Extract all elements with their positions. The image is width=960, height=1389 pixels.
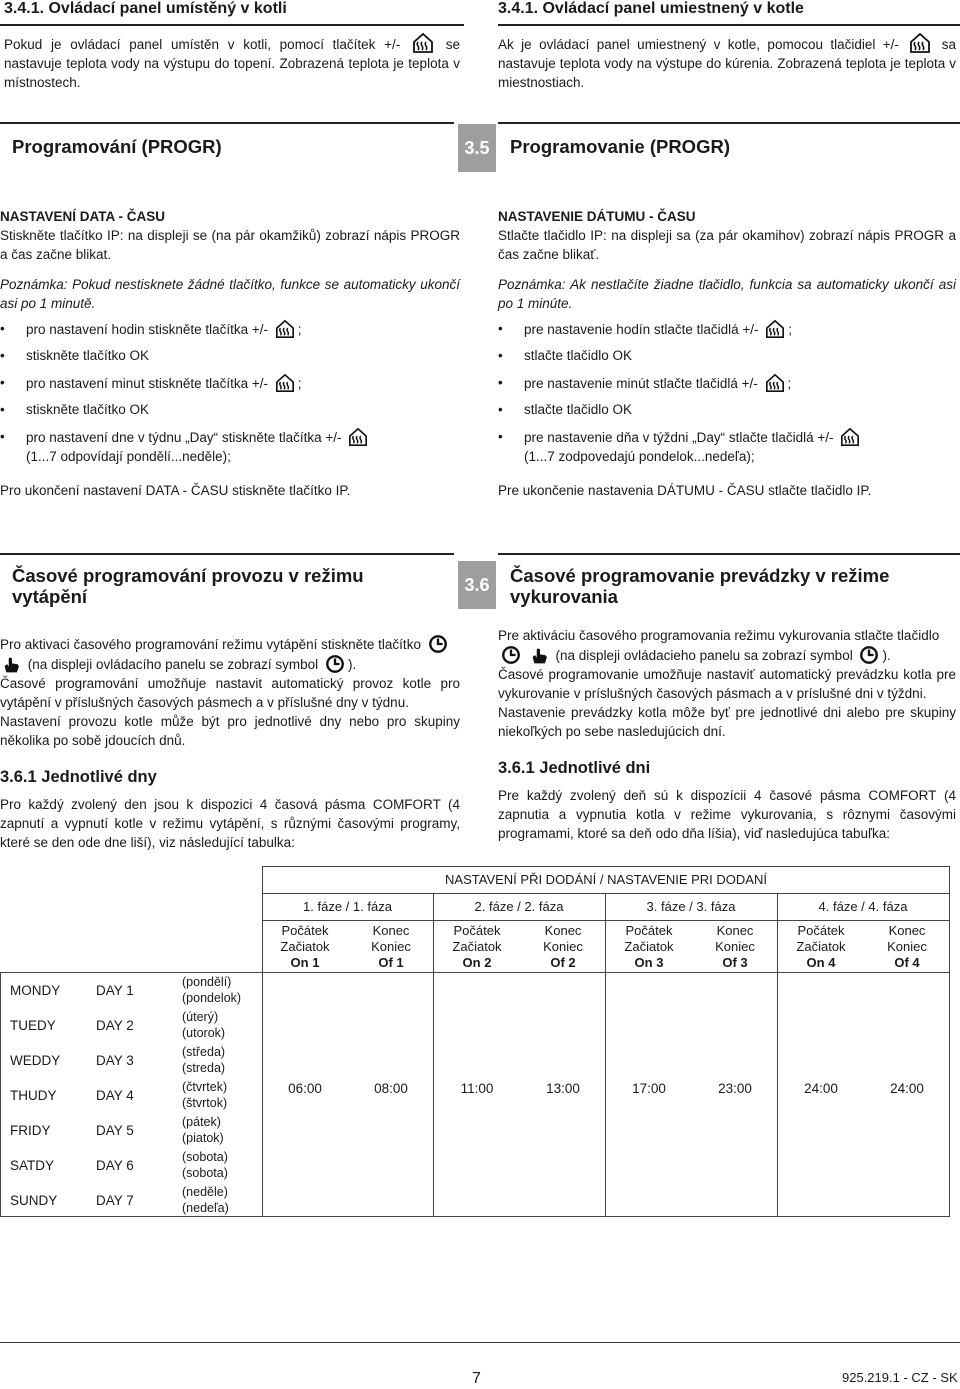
day-number: DAY 6 bbox=[96, 1158, 134, 1173]
time-of4: 24:00 bbox=[890, 1081, 924, 1096]
cz-setting-text: Stiskněte tlačítko IP: na displeji se (na pár okamžiků) zobrazí nápis PROGR a čas začne blikat. bbox=[0, 228, 460, 262]
phase-3: 3. fáze / 3. fáza bbox=[646, 899, 736, 914]
cz-bullet-3-text: pro nastavení minut stiskněte tlačítka +/- bbox=[26, 376, 272, 391]
cz-bullet-5-cont: (1...7 odpovídají pondělí...neděle); bbox=[26, 449, 231, 464]
hand-icon bbox=[3, 656, 21, 674]
sk-36-p1a: Pre aktiváciu časového programovania režimu vykurovania stlačte tlačidlo bbox=[498, 628, 940, 643]
day-name-sk: (utorok) bbox=[182, 1026, 226, 1040]
sk-341-text-part1: Ak je ovládací panel umiestnený v kotle, pomocou tlačidiel +/- bbox=[498, 37, 907, 52]
cz-36-p1 bbox=[0, 634, 460, 674]
col-head-cz: Konec bbox=[716, 923, 754, 938]
cz-36-body bbox=[0, 634, 460, 852]
sk-bullet-5: • pre nastavenie dňa v týždni „Day“ stlačte tlačidlá +/- (1...7 zodpovedajú pondelok...nedeľa); bbox=[498, 427, 956, 466]
sk-361-text: Pre každý zvolený deň sú k dispozícii 4 časové pásma COMFORT (4 zapnutia a vypnutia kotla v režime vykurovania, s rôznymi časovými programami, ktoré sa deň odo dňa líšia), viď nasledujúca tabuľka: bbox=[498, 788, 956, 841]
sk-end-text: Pre ukončenie nastavenia DÁTUMU - ČASU stlačte tlačidlo IP. bbox=[498, 483, 872, 498]
col-head-sk: Koniec bbox=[715, 939, 755, 954]
radiator-icon bbox=[909, 32, 931, 54]
table-line bbox=[262, 920, 950, 921]
col-head-sk: Začiatok bbox=[624, 939, 674, 954]
day-code: SUNDY bbox=[10, 1193, 58, 1208]
sk-bullet-4: • stlačte tlačidlo OK bbox=[498, 402, 633, 417]
sk-bullet-1-text: pre nastavenie hodín stlačte tlačidlá +/- bbox=[524, 322, 763, 337]
radiator-icon bbox=[840, 427, 860, 447]
day-code: THUDY bbox=[10, 1088, 57, 1103]
day-code: SATDY bbox=[10, 1158, 55, 1173]
col-head-on4 bbox=[778, 923, 864, 971]
col-head-cz: Počátek bbox=[625, 923, 673, 938]
col-head-of2 bbox=[520, 923, 606, 971]
day-code: WEDDY bbox=[10, 1053, 61, 1068]
sk-35-body bbox=[498, 207, 956, 500]
cz-36-p1a: Pro aktivaci časového programování režimu vytápění stiskněte tlačítko bbox=[0, 637, 421, 652]
cz-bullet-5-text: pro nastavení dne v týdnu „Day“ stiskněte tlačítka +/- bbox=[26, 430, 346, 445]
section-number-35: 3.5 bbox=[458, 124, 496, 172]
col-head-code: On 1 bbox=[290, 955, 320, 970]
day-name-sk: (pondelok) bbox=[182, 991, 242, 1005]
cz-36-p3: Nastavení provozu kotle může být pro jednotlivé dny nebo pro skupiny několika po sobě jdoucích dnů. bbox=[0, 714, 460, 748]
cz-bullet-2-text: stiskněte tlačítko OK bbox=[26, 348, 150, 363]
col-head-of1 bbox=[348, 923, 434, 971]
phase-4: 4. fáze / 4. fáza bbox=[818, 899, 908, 914]
sk-36-p1 bbox=[498, 626, 956, 665]
cz-bullet-5: • pro nastavení dne v týdnu „Day“ stiskněte tlačítka +/- (1...7 odpovídají pondělí...neděle); bbox=[0, 427, 460, 466]
cz-36-p1c: ). bbox=[347, 657, 357, 672]
table-row-day-7 bbox=[0, 1183, 258, 1218]
col-head-cz: Konec bbox=[888, 923, 926, 938]
day-name-cz: (úterý) bbox=[182, 1010, 219, 1024]
cz-35-body bbox=[0, 207, 460, 500]
sk-setting-text: Stlačte tlačidlo IP: na displeji sa (za pár okamihov) zobrazí nápis PROGR a čas začne blikať. bbox=[498, 228, 956, 262]
sk-bullet-5-text: pre nastavenie dňa v týždni „Day“ stlačte tlačidlá +/- bbox=[524, 430, 838, 445]
day-name-cz: (neděle) bbox=[182, 1185, 228, 1199]
divider bbox=[498, 553, 960, 555]
cz-341-text-part2: se nastavuje teplota vody na výstupu do topení. Zobrazená teplota je teplota v místnostech. bbox=[4, 37, 460, 90]
table-line bbox=[262, 866, 263, 1217]
cz-bullet-1: • pro nastavení hodin stiskněte tlačítka +/- ; bbox=[0, 321, 302, 337]
sk-36-p1b: (na displeji ovládacieho panelu sa zobrazí symbol bbox=[555, 648, 853, 663]
cz-bullet-2: • stiskněte tlačítko OK bbox=[0, 348, 150, 363]
divider bbox=[498, 24, 960, 26]
day-name-cz: (středa) bbox=[182, 1045, 226, 1059]
cz-341-text bbox=[4, 32, 460, 92]
day-code: MONDY bbox=[10, 983, 61, 998]
col-head-cz: Počátek bbox=[797, 923, 845, 938]
clock-icon bbox=[428, 634, 448, 654]
cz-36-p2: Časové programování umožňuje nastavit automatický provoz kotle pro vytápění v příslušných časových pásmech a v příslušné dny v týdnu. bbox=[0, 676, 460, 710]
col-head-on1 bbox=[262, 923, 348, 971]
col-head-cz: Konec bbox=[544, 923, 582, 938]
sk-36-p1c: ). bbox=[882, 648, 891, 663]
sk-bullet-3-text: pre nastavenie minút stlačte tlačidlá +/- bbox=[524, 376, 762, 391]
col-head-of3 bbox=[692, 923, 778, 971]
table-row-day-6 bbox=[0, 1148, 258, 1183]
cz-setting-heading: NASTAVENÍ DATA - ČASU bbox=[0, 209, 165, 224]
phase-2: 2. fáze / 2. fáza bbox=[474, 899, 564, 914]
page-number: 7 bbox=[472, 1370, 481, 1387]
col-head-code: Of 4 bbox=[894, 955, 920, 970]
cz-end-text: Pro ukončení nastavení DATA - ČASU stiskněte tlačítko IP. bbox=[0, 483, 351, 498]
day-code: TUEDY bbox=[10, 1018, 56, 1033]
sk-note: Poznámka: Ak nestlačíte žiadne tlačidlo, funkcia sa automaticky ukončí asi po 1 minúte. bbox=[498, 277, 956, 311]
sk-setting-heading: NASTAVENIE DÁTUMU - ČASU bbox=[498, 209, 696, 224]
day-name-sk: (streda) bbox=[182, 1061, 226, 1075]
table-row-day-4 bbox=[0, 1078, 258, 1113]
radiator-icon bbox=[765, 319, 785, 339]
cz-361-title: 3.6.1 Jednotlivé dny bbox=[0, 768, 157, 786]
col-head-sk: Začiatok bbox=[280, 939, 330, 954]
sk-341-title: 3.4.1. Ovládací panel umiestnený v kotle bbox=[498, 0, 804, 17]
time-on4: 24:00 bbox=[804, 1081, 838, 1096]
table-row-day-1 bbox=[0, 973, 258, 1008]
radiator-icon bbox=[765, 373, 785, 393]
footer-divider bbox=[0, 1342, 960, 1343]
table-row-day-2 bbox=[0, 1008, 258, 1043]
day-name-sk: (sobota) bbox=[182, 1166, 228, 1180]
day-name-sk: (piatok) bbox=[182, 1131, 224, 1145]
col-head-code: Of 3 bbox=[722, 955, 748, 970]
time-on1: 06:00 bbox=[288, 1081, 322, 1096]
radiator-icon bbox=[412, 32, 434, 54]
table-line bbox=[949, 866, 950, 1217]
col-head-code: On 2 bbox=[462, 955, 492, 970]
day-name-sk: (štvrtok) bbox=[182, 1096, 228, 1110]
sk-bullet-3: • pre nastavenie minút stlačte tlačidlá +/- ; bbox=[498, 375, 792, 391]
divider bbox=[0, 553, 454, 555]
sk-36-title: Časové programovanie prevádzky v režime vykurovania bbox=[510, 565, 890, 607]
day-name-cz: (sobota) bbox=[182, 1150, 228, 1164]
sk-36-body bbox=[498, 626, 956, 843]
day-name-sk: (nedeľa) bbox=[182, 1201, 229, 1215]
time-on3: 17:00 bbox=[632, 1081, 666, 1096]
table-row-day-3 bbox=[0, 1043, 258, 1078]
time-on2: 11:00 bbox=[460, 1081, 494, 1096]
table-line bbox=[262, 866, 950, 867]
day-number: DAY 7 bbox=[96, 1193, 134, 1208]
radiator-icon bbox=[275, 319, 295, 339]
time-of1: 08:00 bbox=[374, 1081, 408, 1096]
day-code: FRIDY bbox=[10, 1123, 51, 1138]
sk-36-p2: Časové programovanie umožňuje nastaviť automatický prevádzku kotla pre vykurovanie v príslušných časových pásmach a v príslušné dni v týždni. bbox=[498, 667, 956, 701]
document-code: 925.219.1 - CZ - SK bbox=[842, 1370, 958, 1385]
sk-35-title: Programovanie (PROGR) bbox=[510, 136, 730, 157]
col-head-code: Of 1 bbox=[378, 955, 404, 970]
day-name-cz: (pondělí) bbox=[182, 975, 232, 989]
col-head-cz: Počátek bbox=[281, 923, 329, 938]
day-name-cz: (pátek) bbox=[182, 1115, 221, 1129]
time-of2: 13:00 bbox=[546, 1081, 580, 1096]
cz-36-p1b: (na displeji ovládacího panelu se zobrazí symbol bbox=[27, 657, 319, 672]
col-head-sk: Koniec bbox=[371, 939, 411, 954]
cz-note: Poznámka: Pokud nestisknete žádné tlačítko, funkce se automaticky ukončí asi po 1 minutě. bbox=[0, 277, 460, 311]
col-head-code: On 4 bbox=[806, 955, 836, 970]
col-head-cz: Počátek bbox=[453, 923, 501, 938]
cz-361-text: Pro každý zvolený den jsou k dispozici 4 časová pásma COMFORT (4 zapnutí a vypnutí kotle v režimu vytápění, s různými časovými programy, které se den ode dne liší), viz následující tabulka: bbox=[0, 797, 460, 850]
cz-35-title: Programování (PROGR) bbox=[12, 136, 222, 157]
cz-bullet-1-text: pro nastavení hodin stiskněte tlačítka +/- bbox=[26, 322, 272, 337]
cz-341-text-part1: Pokud je ovládací panel umístěn v kotli, pomocí tlačítek +/- bbox=[4, 37, 410, 52]
sk-bullet-1: • pre nastavenie hodín stlačte tlačidlá +/- ; bbox=[498, 321, 793, 337]
time-of3: 23:00 bbox=[718, 1081, 752, 1096]
day-number: DAY 4 bbox=[96, 1088, 134, 1103]
col-head-sk: Koniec bbox=[887, 939, 927, 954]
day-number: DAY 5 bbox=[96, 1123, 134, 1138]
factory-settings-table bbox=[0, 866, 960, 1226]
col-head-sk: Začiatok bbox=[452, 939, 502, 954]
cz-bullet-4: • stiskněte tlačítko OK bbox=[0, 402, 150, 417]
table-line bbox=[262, 893, 950, 894]
day-number: DAY 3 bbox=[96, 1053, 134, 1068]
section-number-36: 3.6 bbox=[458, 561, 496, 609]
day-name-cz: (čtvrtek) bbox=[182, 1080, 228, 1094]
sk-341-text-part2: sa nastavuje teplota vody na výstupe do kúrenia. Zobrazená teplota je teplota v miestnostiach. bbox=[498, 37, 957, 90]
col-head-of4 bbox=[864, 923, 950, 971]
sk-bullet-2-text: stlačte tlačidlo OK bbox=[524, 348, 633, 363]
col-head-code: Of 2 bbox=[550, 955, 576, 970]
sk-bullet-2: • stlačte tlačidlo OK bbox=[498, 348, 633, 363]
sk-bullet-5-cont: (1...7 zodpovedajú pondelok...nedeľa); bbox=[524, 449, 755, 464]
divider bbox=[0, 122, 454, 124]
col-head-cz: Konec bbox=[372, 923, 410, 938]
col-head-sk: Koniec bbox=[543, 939, 583, 954]
table-row-day-5 bbox=[0, 1113, 258, 1148]
divider bbox=[498, 122, 960, 124]
divider bbox=[0, 24, 464, 26]
hand-icon bbox=[531, 647, 549, 665]
col-head-on2 bbox=[434, 923, 520, 971]
day-number: DAY 1 bbox=[96, 983, 134, 998]
col-head-sk: Začiatok bbox=[796, 939, 846, 954]
clock-icon bbox=[501, 645, 521, 665]
sk-361-title: 3.6.1 Jednotlivé dni bbox=[498, 759, 651, 777]
cz-bullet-3: • pro nastavení minut stiskněte tlačítka +/- ; bbox=[0, 375, 302, 391]
sk-36-p3: Nastavenie prevádzky kotla môže byť pre jednotlivé dni alebo pre skupiny niekoľkých po sebe nasledujúcich dní. bbox=[498, 705, 956, 739]
col-head-on3 bbox=[606, 923, 692, 971]
table-header: NASTAVENÍ PŘI DODÁNÍ / NASTAVENIE PRI DODANÍ bbox=[445, 872, 767, 887]
sk-bullet-4-text: stlačte tlačidlo OK bbox=[524, 402, 633, 417]
phase-1: 1. fáze / 1. fáza bbox=[303, 899, 392, 914]
sk-341-text bbox=[498, 32, 956, 92]
clock-icon bbox=[859, 645, 879, 665]
clock-icon bbox=[325, 654, 345, 674]
cz-36-title: Časové programování provozu v režimu vytápění bbox=[12, 565, 364, 607]
radiator-icon bbox=[275, 373, 295, 393]
day-number: DAY 2 bbox=[96, 1018, 134, 1033]
cz-341-title: 3.4.1. Ovládací panel umístěný v kotli bbox=[4, 0, 287, 17]
cz-bullet-4-text: stiskněte tlačítko OK bbox=[26, 402, 150, 417]
col-head-code: On 3 bbox=[634, 955, 664, 970]
radiator-icon bbox=[348, 427, 368, 447]
